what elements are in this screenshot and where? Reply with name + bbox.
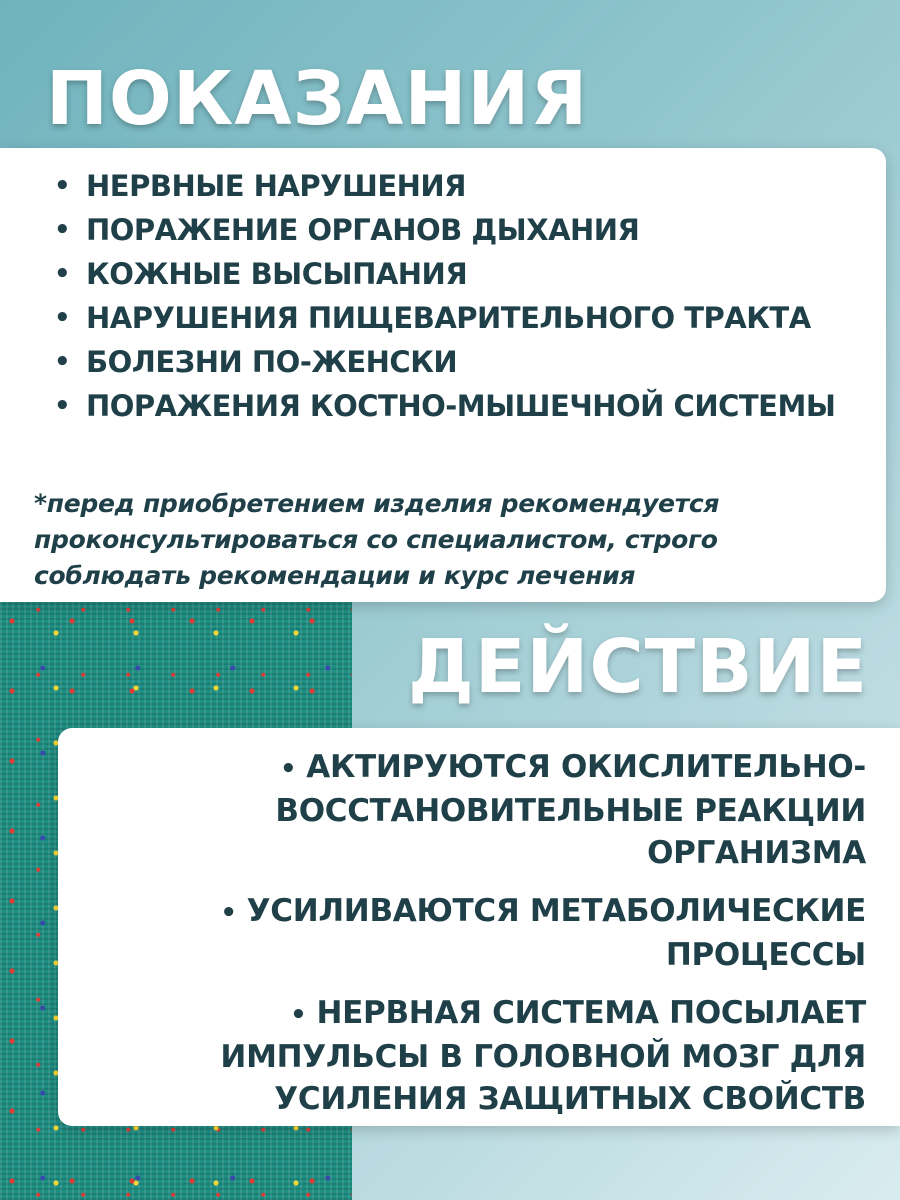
list-item: • НЕРВНЫЕ НАРУШЕНИЯ — [50, 164, 882, 208]
consultation-note: *перед приобретением изделия рекомендуется проконсультироваться со специалистом, строго соблюдать рекомендации и курс лечения — [34, 489, 720, 590]
list-item — [76, 746, 866, 874]
bullet-icon: • — [220, 898, 237, 928]
indications-title: ПОКАЗАНИЯ — [46, 56, 589, 142]
list-item — [76, 890, 866, 976]
action-card — [58, 728, 900, 1126]
action-title: ДЕЙСТВИЕ — [407, 624, 868, 710]
list-item-text: НЕРВНАЯ СИСТЕМА ПОСЫЛАЕТ ИМПУЛЬСЫ В ГОЛОВНОЙ МОЗГ ДЛЯ УСИЛЕНИЯ ЗАЩИТНЫХ СВОЙСТВ — [220, 995, 866, 1117]
list-item-text: АКТИРУЮТСЯ ОКИСЛИТЕЛЬНО-ВОССТАНОВИТЕЛЬНЫЕ РЕАКЦИИ ОРГАНИЗМА — [275, 749, 866, 871]
list-item — [76, 992, 866, 1120]
list-item: • КОЖНЫЕ ВЫСЫПАНИЯ — [50, 252, 882, 296]
list-item: • ПОРАЖЕНИЯ КОСТНО-МЫШЕЧНОЙ СИСТЕМЫ — [50, 384, 882, 428]
list-item: • БОЛЕЗНИ ПО-ЖЕНСКИ — [50, 340, 882, 384]
bullet-icon: • — [279, 754, 297, 784]
list-item-text: УСИЛИВАЮТСЯ МЕТАБОЛИЧЕСКИЕ ПРОЦЕССЫ — [246, 893, 866, 973]
list-item: • ПОРАЖЕНИЕ ОРГАНОВ ДЫХАНИЯ — [50, 208, 882, 252]
bullet-icon: • — [290, 1000, 307, 1030]
indications-card — [0, 148, 886, 602]
list-item: • НАРУШЕНИЯ ПИЩЕВАРИТЕЛЬНОГО ТРАКТА — [50, 296, 882, 340]
indications-list — [50, 164, 882, 428]
action-list — [76, 746, 866, 1136]
